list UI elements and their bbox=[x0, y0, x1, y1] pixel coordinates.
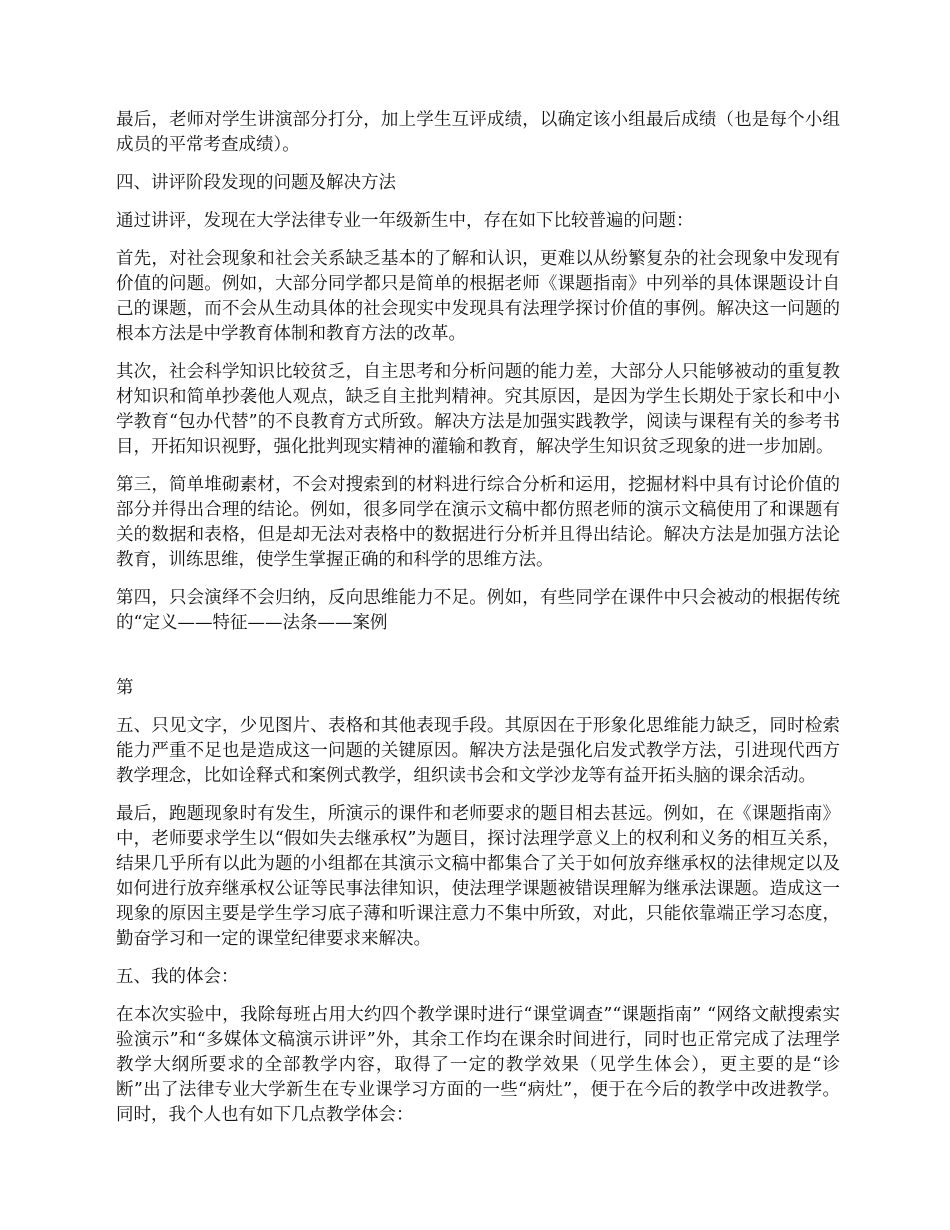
section-heading-reflections: 五、我的体会： bbox=[116, 967, 239, 987]
paragraph-fifth-problem: 五、只见文字，少见图片、表格和其他表现手段。其原因在于形象化思维能力缺乏，同时检索能力严重不足也是造成这一问题的关键原因。解决方法是强化启发式教学方法，引进现代西方教学理念，比如诠释式和案例式教学，组织读书会和文学沙龙等有益开拓头脑的课余活动。 bbox=[116, 716, 840, 786]
paragraph-reflections: 在本次实验中，我除每班占用大约四个教学课时进行“课堂调查”“课题指南” “网络文献搜索实验演示”和“多媒体文稿演示讲评”外，其余工作均在课余时间进行，同时也正常完成了法理学教学大纲所要求的全部教学内容，取得了一定的教学效果（见学生体会），更主要的是“诊断”出了法律专业大学新生在专业课学习方面的一些“病灶”，便于在今后的教学中改进教学。同时，我个人也有如下几点教学体会： bbox=[116, 1005, 840, 1125]
paragraph-fourth-problem: 第四，只会演绎不会归纳，反向思维能力不足。例如，有些同学在课件中只会被动的根据传统的“定义——特征——法条——案例 bbox=[116, 588, 840, 633]
paragraph-first-problem: 首先，对社会现象和社会关系缺乏基本的了解和认识，更难以从纷繁复杂的社会现象中发现有价值的问题。例如，大部分同学都只是简单的根据老师《课题指南》中列举的具体课题设计自己的课题，而不会从生动具体的社会现实中发现具有法理学探讨价值的事例。解决这一问题的根本方法是中学教育体制和教育方法的改革。 bbox=[116, 249, 840, 344]
paragraph-last-problem: 最后，跑题现象时有发生，所演示的课件和老师要求的题目相去甚远。例如，在《课题指南》中，老师要求学生以“假如失去继承权”为题目，探讨法理学意义上的权利和义务的相互关系，结果几乎所有以此为题的小组都在其演示文稿中都集合了关于如何放弃继承权的法律规定以及如何进行放弃继承权公证等民事法律知识，使法理学课题被错误理解为继承法课题。造成这一现象的原因主要是学生学习底子薄和听课注意力不集中所致，对此，只能依靠端正学习态度，勤奋学习和一定的课堂纪律要求来解决。 bbox=[116, 804, 840, 949]
paragraph-third-problem: 第三，简单堆砌素材，不会对搜索到的材料进行综合分析和运用，挖掘材料中具有讨论价值的部分并得出合理的结论。例如，很多同学在演示文稿中都仿照老师的演示文稿使用了和课题有关的数据和表格，但是却无法对表格中的数据进行分析并且得出结论。解决方法是加强方法论教育，训练思维，使学生掌握正确的和科学的思维方法。 bbox=[116, 475, 840, 570]
document-page bbox=[116, 108, 840, 1141]
paragraph-fragment: 第 bbox=[116, 678, 134, 698]
paragraph-final-scoring: 最后，老师对学生讲演部分打分，加上学生互评成绩，以确定该小组最后成绩（也是每个小组成员的平常考查成绩）。 bbox=[116, 110, 840, 155]
section-heading-problems: 四、讲评阶段发现的问题及解决方法 bbox=[116, 173, 396, 193]
paragraph-second-problem: 其次，社会科学知识比较贫乏，自主思考和分析问题的能力差，大部分人只能够被动的重复教材知识和简单抄袭他人观点，缺乏自主批判精神。究其原因，是因为学生长期处于家长和中小学教育“包办代替”的不良教育方式所致。解决方法是加强实践教学，阅读与课程有关的参考书目，开拓知识视野，强化批判现实精神的灌输和教育，解决学生知识贫乏现象的进一步加剧。 bbox=[116, 362, 840, 457]
paragraph-intro-problems: 通过讲评，发现在大学法律专业一年级新生中，存在如下比较普遍的问题： bbox=[116, 211, 694, 231]
